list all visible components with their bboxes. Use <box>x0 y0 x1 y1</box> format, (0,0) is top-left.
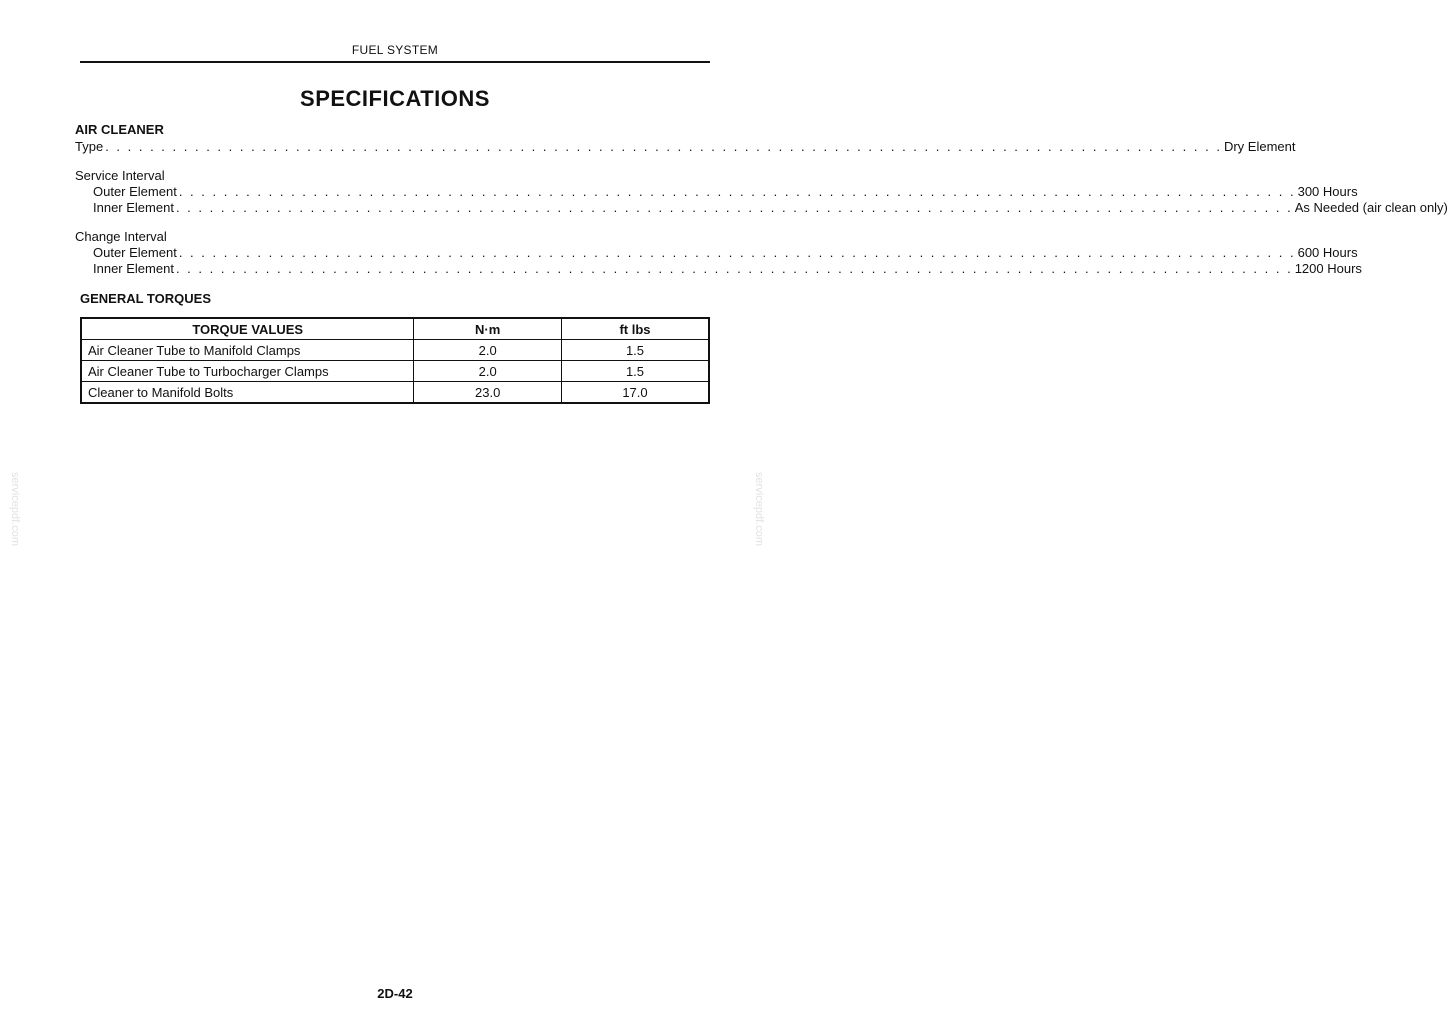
spec-row-service-inner <box>93 200 1448 216</box>
spec-value: Dry Element <box>1223 139 1296 154</box>
table-cell: 2.0 <box>414 361 562 382</box>
column-header: N·m <box>414 318 562 340</box>
table-row <box>81 382 709 404</box>
leader-dots: . . . . . . . . . . . . . . . . . . . . . . . . . . . . . . . . . . . . . . . . . . . . . . . . . . . . . . . . . . . . . . . . . . . . . . . . . . . . . . . . . . . . . . . . . . . . . . . . . . . . <box>105 139 1222 154</box>
table-header-row <box>81 318 709 340</box>
column-header: TORQUE VALUES <box>81 318 414 340</box>
spec-value: 600 Hours <box>1297 245 1358 260</box>
table-cell: 17.0 <box>561 382 709 404</box>
table-cell: 23.0 <box>414 382 562 404</box>
spec-value: 300 Hours <box>1297 184 1358 199</box>
watermark-left: servicepdf.com <box>8 472 21 546</box>
spec-label: Inner Element <box>93 261 174 276</box>
table-cell: Cleaner to Manifold Bolts <box>81 382 414 404</box>
spec-label: Outer Element <box>93 245 177 260</box>
column-header: ft lbs <box>561 318 709 340</box>
torque-table <box>80 317 710 404</box>
spec-label: Outer Element <box>93 184 177 199</box>
table-cell: Air Cleaner Tube to Turbocharger Clamps <box>81 361 414 382</box>
spec-value: As Needed (air clean only) <box>1294 200 1448 215</box>
change-interval-label: Change Interval <box>75 229 167 244</box>
spec-label: Type <box>75 139 104 154</box>
watermark-right: servicepdf.com <box>752 472 765 546</box>
spec-row-change-inner <box>93 261 1362 277</box>
service-interval-label: Service Interval <box>75 168 165 183</box>
running-header: FUEL SYSTEM <box>351 43 439 57</box>
table-cell: 1.5 <box>561 361 709 382</box>
table-cell: 1.5 <box>561 340 709 361</box>
general-torques-heading: GENERAL TORQUES <box>80 291 211 306</box>
table-cell: 2.0 <box>414 340 562 361</box>
leader-dots: . . . . . . . . . . . . . . . . . . . . . . . . . . . . . . . . . . . . . . . . . . . . . . . . . . . . . . . . . . . . . . . . . . . . . . . . . . . . . . . . . . . . . . . . . . . . . . . . . . . . <box>175 200 1293 215</box>
table-row <box>81 361 709 382</box>
spec-label: Inner Element <box>93 200 174 215</box>
spec-row-type <box>75 139 1296 155</box>
leader-dots: . . . . . . . . . . . . . . . . . . . . . . . . . . . . . . . . . . . . . . . . . . . . . . . . . . . . . . . . . . . . . . . . . . . . . . . . . . . . . . . . . . . . . . . . . . . . . . . . . . . . <box>178 184 1296 199</box>
air-cleaner-heading: AIR CLEANER <box>75 122 164 137</box>
spec-value: 1200 Hours <box>1294 261 1362 276</box>
page-number: 2D-42 <box>377 986 413 1001</box>
leader-dots: . . . . . . . . . . . . . . . . . . . . . . . . . . . . . . . . . . . . . . . . . . . . . . . . . . . . . . . . . . . . . . . . . . . . . . . . . . . . . . . . . . . . . . . . . . . . . . . . . . . . <box>178 245 1296 260</box>
spec-row-service-outer <box>93 184 1358 200</box>
spec-row-change-outer <box>93 245 1358 261</box>
table-row <box>81 340 709 361</box>
page-title: SPECIFICATIONS <box>300 86 490 111</box>
header-rule <box>80 61 710 63</box>
leader-dots: . . . . . . . . . . . . . . . . . . . . . . . . . . . . . . . . . . . . . . . . . . . . . . . . . . . . . . . . . . . . . . . . . . . . . . . . . . . . . . . . . . . . . . . . . . . . . . . . . . . . <box>175 261 1293 276</box>
table-cell: Air Cleaner Tube to Manifold Clamps <box>81 340 414 361</box>
